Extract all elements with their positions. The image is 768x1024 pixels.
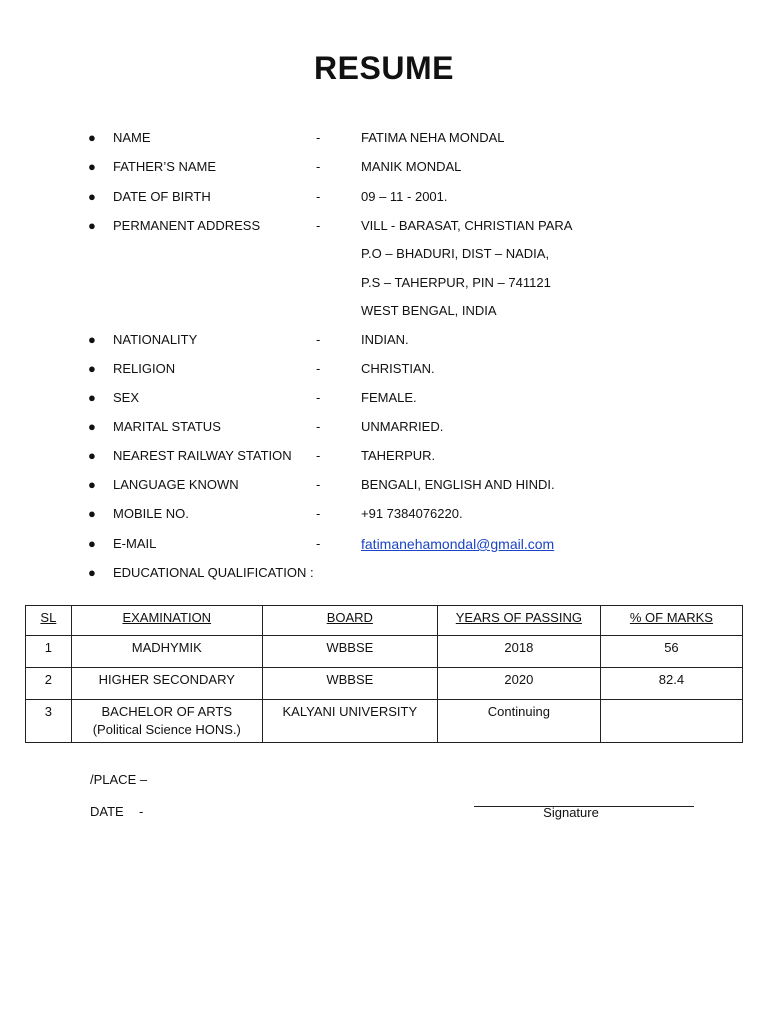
resume-title: RESUME [314,50,454,86]
exam-line: (Political Science HONS.) [92,722,241,737]
detail-value: INDIAN. [361,332,409,347]
table-cell: 82.4 [600,668,742,700]
table-cell: 3 [26,700,72,743]
detail-row-mobile-no [0,504,768,524]
detail-label: FATHER’S NAME [113,159,217,174]
table-cell-examination [71,700,262,743]
detail-label: NAME [113,130,151,145]
detail-row-name [0,128,768,148]
detail-label: NEAREST RAILWAY STATION [113,448,292,463]
detail-value: +91 7384076220. [361,506,463,521]
detail-value: FATIMA NEHA MONDAL [361,130,505,145]
address-line-text: P.S – TAHERPUR, PIN – 741121 [361,275,551,290]
bullet-icon: ● [88,390,96,405]
column-header-board: BOARD [262,606,437,636]
table-row [26,668,743,700]
detail-row-nationality [0,330,768,350]
detail-separator: - [316,130,321,145]
detail-row-nearest-railway-station [0,446,768,466]
detail-label: PERMANENT ADDRESS [113,218,261,233]
detail-row-educational-qualification [0,563,768,583]
bullet-icon: ● [88,189,96,204]
table-row [26,700,743,743]
detail-separator: - [316,361,321,376]
table-cell: 56 [600,636,742,668]
exam-line: BACHELOR OF ARTS [101,704,233,719]
bullet-icon: ● [88,565,96,580]
detail-separator: - [316,218,321,233]
bullet-icon: ● [88,448,96,463]
detail-separator: - [316,477,321,492]
column-header-years-of-passing: YEARS OF PASSING [437,606,600,636]
table-cell: Continuing [437,700,600,743]
detail-row-language-known [0,475,768,495]
detail-separator: - [316,189,321,204]
table-cell: MADHYMIK [71,636,262,668]
detail-value: 09 – 11 - 2001. [361,189,448,204]
signature-label: Signature [543,805,599,820]
detail-label: DATE OF BIRTH [113,189,211,204]
table-cell: WBBSE [262,668,437,700]
bullet-icon: ● [88,218,96,233]
table-cell: WBBSE [262,636,437,668]
column-header-examination: EXAMINATION [71,606,262,636]
bullet-icon: ● [88,361,96,376]
detail-value: TAHERPUR. [361,448,436,463]
detail-row-date-of-birth [0,187,768,207]
address-line [0,301,768,321]
table-cell: HIGHER SECONDARY [71,668,262,700]
detail-value: FEMALE. [361,390,417,405]
table-cell: 2020 [437,668,600,700]
detail-separator: - [316,536,321,551]
detail-row-fathers-name [0,157,768,177]
detail-row-permanent-address [0,216,768,236]
date-separator: - [139,804,144,819]
table-header-row [26,606,743,636]
column-header-marks: % OF MARKS [600,606,742,636]
detail-value: VILL - BARASAT, CHRISTIAN PARA [361,218,573,233]
table-cell: KALYANI UNIVERSITY [262,700,437,743]
address-line [0,273,768,293]
detail-row-marital-status [0,417,768,437]
detail-value: MANIK MONDAL [361,159,462,174]
detail-value: BENGALI, ENGLISH AND HINDI. [361,477,555,492]
detail-label: LANGUAGE KNOWN [113,477,239,492]
detail-row-email [0,534,768,554]
detail-separator: - [316,332,321,347]
detail-label: NATIONALITY [113,332,198,347]
column-header-sl: SL [26,606,72,636]
detail-value: UNMARRIED. [361,419,444,434]
detail-separator: - [316,390,321,405]
address-line [0,244,768,264]
address-line-text: WEST BENGAL, INDIA [361,303,497,318]
bullet-icon: ● [88,477,96,492]
table-row [26,636,743,668]
email-link[interactable]: fatimanehamondal@gmail.com [361,536,555,552]
table-cell: 1 [26,636,72,668]
table-cell: 2 [26,668,72,700]
table-cell [600,700,742,743]
detail-value: CHRISTIAN. [361,361,435,376]
detail-row-sex [0,388,768,408]
education-table [25,605,743,743]
detail-row-religion [0,359,768,379]
bullet-icon: ● [88,130,96,145]
date-label: DATE [90,804,124,819]
bullet-icon: ● [88,159,96,174]
place-label: /PLACE – [90,772,148,787]
detail-separator: - [316,159,321,174]
detail-label: MARITAL STATUS [113,419,221,434]
detail-label: SEX [113,390,140,405]
table-cell: 2018 [437,636,600,668]
detail-label: RELIGION [113,361,176,376]
detail-label: EDUCATIONAL QUALIFICATION : [113,565,314,580]
detail-separator: - [316,448,321,463]
address-line-text: P.O – BHADURI, DIST – NADIA, [361,246,550,261]
bullet-icon: ● [88,419,96,434]
detail-label: MOBILE NO. [113,506,189,521]
detail-label: E-MAIL [113,536,157,551]
detail-separator: - [316,419,321,434]
bullet-icon: ● [88,506,96,521]
detail-separator: - [316,506,321,521]
bullet-icon: ● [88,332,96,347]
bullet-icon: ● [88,536,96,551]
